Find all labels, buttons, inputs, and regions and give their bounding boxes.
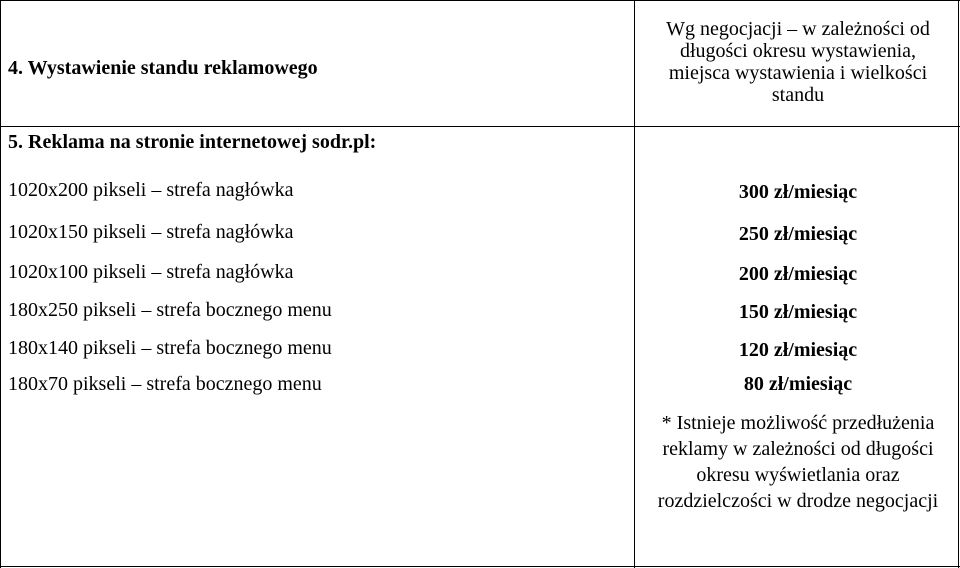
option-label: 180x70 pikseli – strefa bocznego menu: [8, 373, 322, 395]
option-label: 180x140 pikseli – strefa bocznego menu: [8, 337, 332, 359]
option-price: 300 zł/miesiąc: [738, 181, 858, 203]
option-label: 1020x100 pikseli – strefa nagłówka: [8, 261, 294, 283]
table-border-top: [0, 0, 960, 1]
item4-price-text: Wg negocjacji – w zależności od długości okresu wystawienia, miejsca wystawienia i wielkości standu: [666, 18, 930, 106]
row-divider: [0, 126, 960, 127]
table-border-bottom: [0, 566, 960, 567]
option-label: 1020x150 pikseli – strefa nagłówka: [8, 221, 294, 243]
option-price: 80 zł/miesiąc: [743, 373, 853, 395]
table-border-left: [0, 0, 1, 568]
item4-heading: 4. Wystawienie standu reklamowego: [8, 57, 318, 79]
option-label: 180x250 pikseli – strefa bocznego menu: [8, 299, 332, 321]
item5-heading: 5. Reklama na stronie internetowej sodr.pl:: [8, 131, 377, 153]
option-price: 200 zł/miesiąc: [738, 263, 858, 285]
column-divider: [634, 0, 635, 568]
option-price: 250 zł/miesiąc: [738, 223, 858, 245]
extension-note: * Istnieje możliwość przedłużenia reklamy w zależności od długości okresu wyświetlania oraz rozdzielczości w drodze negocjacji: [657, 412, 939, 512]
option-price: 120 zł/miesiąc: [738, 339, 858, 361]
option-price: 150 zł/miesiąc: [738, 301, 858, 323]
option-label: 1020x200 pikseli – strefa nagłówka: [8, 179, 294, 201]
